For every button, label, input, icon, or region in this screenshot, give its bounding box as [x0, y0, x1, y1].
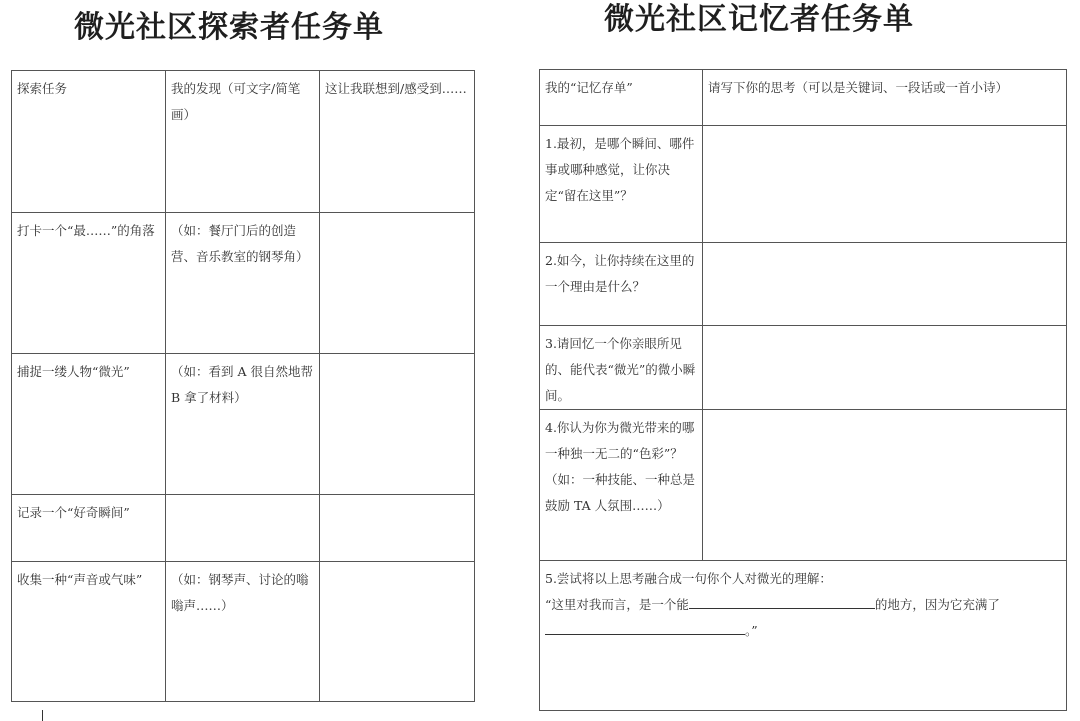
answer-cell[interactable] [703, 243, 1067, 326]
discovery-cell[interactable]: （如：钢琴声、讨论的嗡嗡声……） [166, 562, 320, 702]
final-sentence [545, 592, 1061, 644]
memory-sheet-title: 微光社区记忆者任务单 [604, 2, 914, 37]
task-label: 记录一个“好奇瞬间” [12, 495, 166, 562]
task-label: 收集一种“声音或气味” [12, 562, 166, 702]
final-sentence-start: “这里对我而言，是一个能 [545, 597, 689, 612]
header-thoughts: 请写下你的思考（可以是关键词、一段话或一首小诗） [703, 70, 1067, 126]
header-task: 探索任务 [12, 71, 166, 213]
table-header-row [12, 71, 475, 213]
question-label: 2.如今，让你持续在这里的一个理由是什么？ [540, 243, 703, 326]
association-cell[interactable] [320, 495, 475, 562]
explorer-task-table [11, 70, 475, 702]
discovery-cell[interactable]: （如：餐厅门后的创造营、音乐教室的钢琴角） [166, 213, 320, 354]
task-label: 打卡一个“最……”的角落 [12, 213, 166, 354]
association-cell[interactable] [320, 354, 475, 495]
final-prompt: 5.尝试将以上思考融合成一句你个人对微光的理解： [545, 571, 832, 586]
discovery-cell[interactable]: （如：看到 A 很自然地帮 B 拿了材料） [166, 354, 320, 495]
table-row [12, 562, 475, 702]
explorer-sheet-title: 微光社区探索者任务单 [74, 10, 384, 45]
answer-cell[interactable] [703, 410, 1067, 561]
memory-task-table [539, 69, 1067, 711]
table-row [12, 354, 475, 495]
question-label: 1.最初，是哪个瞬间、哪件事或哪种感觉，让你决定“留在这里”？ [540, 126, 703, 243]
header-discovery: 我的发现（可文字/简笔画） [166, 71, 320, 213]
header-memory-deposit: 我的“记忆存单” [540, 70, 703, 126]
answer-cell[interactable] [703, 326, 1067, 410]
table-row [12, 213, 475, 354]
final-sentence-middle: 的地方，因为它充满了 [874, 597, 1000, 612]
association-cell[interactable] [320, 562, 475, 702]
final-summary-row [540, 561, 1067, 711]
association-cell[interactable] [320, 213, 475, 354]
table-row [12, 495, 475, 562]
task-label: 捕捉一缕人物“微光” [12, 354, 166, 495]
table-row [540, 126, 1067, 243]
final-summary-cell [540, 561, 1067, 711]
table-row [540, 410, 1067, 561]
table-header-row [540, 70, 1067, 126]
table-row [540, 326, 1067, 410]
question-label: 3.请回忆一个你亲眼所见的、能代表“微光”的微小瞬间。 [540, 326, 703, 410]
final-sentence-end: 。” [745, 623, 758, 638]
discovery-cell[interactable] [166, 495, 320, 562]
fill-in-blank-2[interactable] [545, 620, 745, 635]
table-row [540, 243, 1067, 326]
header-association: 这让我联想到/感受到…… [320, 71, 475, 213]
text-cursor [42, 710, 43, 721]
answer-cell[interactable] [703, 126, 1067, 243]
fill-in-blank-1[interactable] [689, 594, 875, 609]
question-label: 4.你认为你为微光带来的哪一种独一无二的“色彩”？（如：一种技能、一种总是鼓励 TA 人氛围……） [540, 410, 703, 561]
